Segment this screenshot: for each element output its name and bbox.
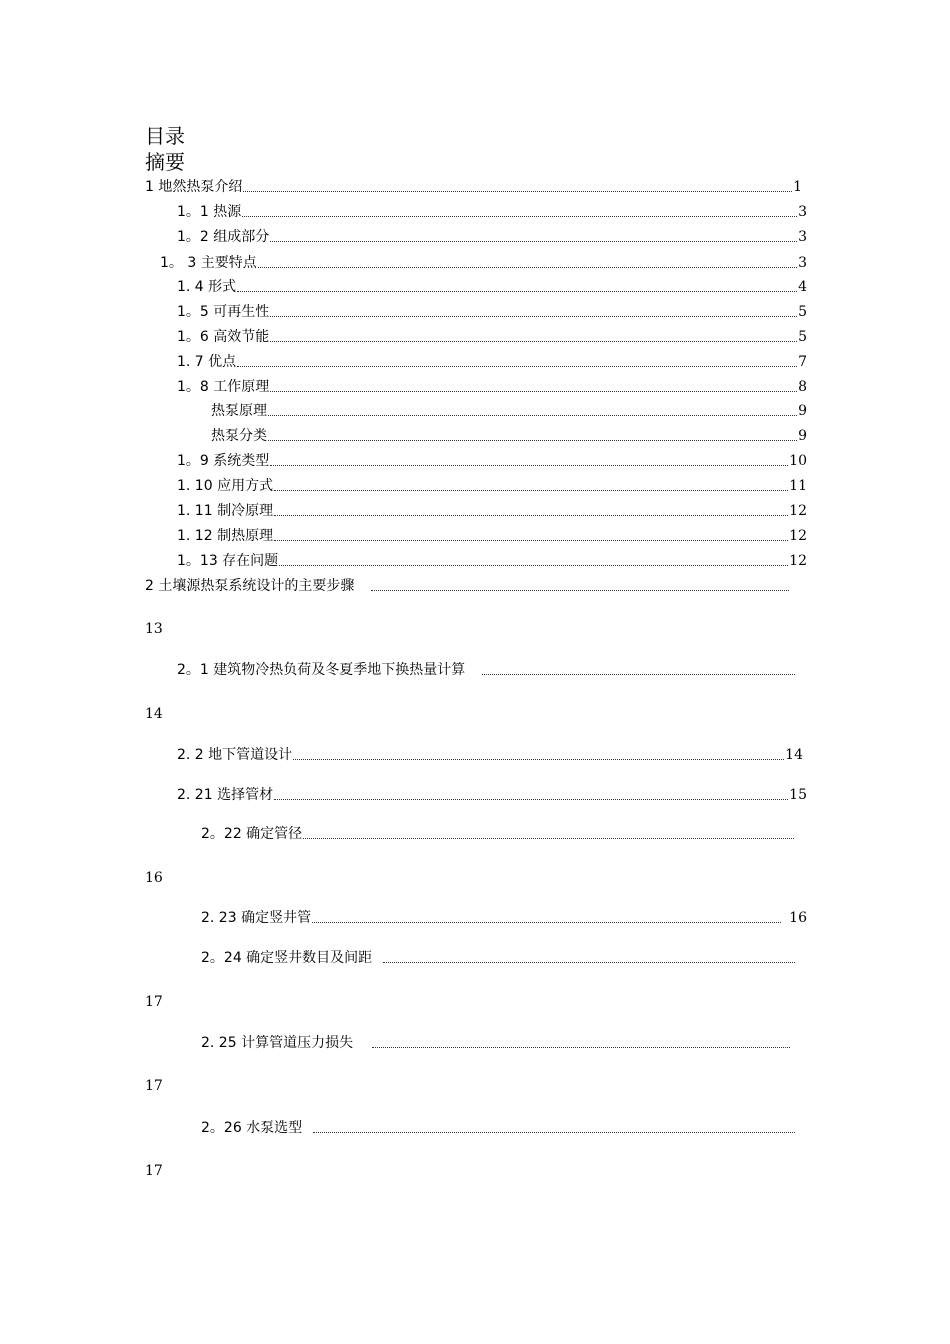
toc-entry[interactable] (201, 1117, 796, 1137)
dot-leader (372, 1046, 790, 1048)
toc-entry-label: 1. 10 应用方式 (177, 478, 274, 494)
toc-entry-page: 3 (798, 255, 807, 271)
toc-entry-label: 2。26 水泵选型 (201, 1120, 303, 1136)
dot-leader (312, 921, 781, 923)
toc-entry[interactable] (177, 525, 807, 545)
toc-entry-label: 1. 7 优点 (177, 354, 237, 370)
dot-leader (274, 514, 788, 516)
toc-entry[interactable] (201, 947, 796, 967)
dot-leader (270, 340, 797, 342)
toc-entry-label: 1。1 热源 (177, 204, 242, 220)
dot-leader (268, 414, 797, 416)
toc-entry-label: 2。22 确定管径 (201, 826, 303, 842)
toc-entry[interactable] (177, 301, 807, 321)
dot-leader (258, 266, 797, 268)
dot-leader (237, 290, 797, 292)
toc-entry-page: 3 (798, 204, 807, 220)
toc-entry-label: 2。1 建筑物冷热负荷及冬夏季地下换热量计算 (177, 662, 466, 678)
toc-entry[interactable] (177, 475, 807, 495)
toc-entry[interactable] (177, 226, 807, 246)
toc-entry[interactable] (177, 276, 807, 296)
toc-entry-label: 1. 11 制冷原理 (177, 503, 274, 519)
toc-entry-page: 9 (798, 428, 807, 444)
toc-entry-page: 16 (789, 910, 807, 926)
toc-entry[interactable] (177, 744, 803, 764)
toc-entry-label: 2. 2 地下管道设计 (177, 747, 293, 763)
toc-entry[interactable] (177, 659, 796, 679)
toc-entry-page: 13 (145, 621, 163, 637)
toc-entry-page: 16 (145, 870, 163, 886)
toc-entry[interactable] (177, 784, 807, 804)
toc-entry[interactable] (201, 1032, 791, 1052)
toc-entry-label: 1。6 高效节能 (177, 329, 270, 345)
toc-entry[interactable] (177, 500, 807, 520)
toc-entry[interactable] (177, 450, 807, 470)
dot-leader (270, 390, 797, 392)
toc-entry[interactable] (201, 823, 795, 843)
dot-leader (243, 190, 792, 192)
toc-entry-label: 1。5 可再生性 (177, 304, 270, 320)
dot-leader (371, 589, 789, 591)
toc-entry[interactable] (177, 376, 807, 396)
dot-leader (279, 564, 788, 566)
toc-entry-page: 12 (789, 503, 807, 519)
dot-leader (313, 1131, 795, 1133)
toc-entry-label: 1。8 工作原理 (177, 379, 270, 395)
toc-entry[interactable] (177, 326, 807, 346)
toc-entry-page: 17 (145, 994, 163, 1010)
toc-entry[interactable] (201, 907, 807, 927)
toc-entry-page: 5 (798, 329, 807, 345)
toc-entry-page: 14 (785, 747, 803, 763)
toc-entry-page: 9 (798, 403, 807, 419)
toc-entry-page: 12 (789, 528, 807, 544)
toc-entry-page: 11 (789, 478, 807, 494)
toc-title: 目录 (145, 124, 185, 148)
toc-entry-page: 3 (798, 229, 807, 245)
dot-leader (383, 961, 795, 963)
toc-entry[interactable] (145, 575, 790, 595)
toc-entry-label: 2. 25 计算管道压力损失 (201, 1035, 354, 1051)
toc-entry[interactable] (177, 550, 807, 570)
toc-entry-label: 2。24 确定竖井数目及间距 (201, 950, 373, 966)
toc-entry-page: 4 (798, 279, 807, 295)
toc-entry[interactable] (211, 425, 807, 445)
toc-entry[interactable] (160, 252, 807, 272)
toc-entry-page: 1 (793, 179, 802, 195)
toc-entry-label: 热泵分类 (211, 428, 267, 444)
toc-entry-label: 1。13 存在问题 (177, 553, 279, 569)
toc-entry[interactable] (177, 351, 807, 371)
dot-leader (270, 464, 788, 466)
toc-entry[interactable] (177, 201, 807, 221)
toc-entry-page: 7 (798, 354, 807, 370)
toc-entry-label: 热泵原理 (211, 403, 267, 419)
toc-entry-page: 10 (789, 453, 807, 469)
toc-entry-label: 2. 23 确定竖井管 (201, 910, 312, 926)
dot-leader (293, 758, 784, 760)
toc-entry-label: 1. 4 形式 (177, 279, 237, 295)
toc-entry-label: 1。 3 主要特点 (160, 255, 257, 271)
dot-leader (270, 315, 797, 317)
dot-leader (274, 539, 788, 541)
dot-leader (270, 240, 797, 242)
dot-leader (274, 489, 788, 491)
dot-leader (274, 798, 788, 800)
dot-leader (237, 365, 797, 367)
toc-entry-label: 1。2 组成部分 (177, 229, 270, 245)
dot-leader (268, 439, 797, 441)
dot-leader (242, 215, 797, 217)
toc-entry-label: 1。9 系统类型 (177, 453, 270, 469)
dot-leader (482, 673, 795, 675)
toc-entry-page: 17 (145, 1163, 163, 1179)
toc-entry-label: 1 地然热泵介绍 (145, 179, 243, 195)
toc-entry-page: 15 (789, 787, 807, 803)
dot-leader (303, 837, 794, 839)
abstract-heading: 摘要 (145, 150, 185, 174)
toc-entry-label: 2 土壤源热泵系统设计的主要步骤 (145, 578, 355, 594)
toc-entry[interactable] (211, 400, 807, 420)
toc-entry-page: 5 (798, 304, 807, 320)
toc-entry-page: 17 (145, 1078, 163, 1094)
toc-entry-label: 2. 21 选择管材 (177, 787, 274, 803)
toc-entry-page: 14 (145, 706, 163, 722)
toc-entry-page: 8 (798, 379, 807, 395)
toc-entry-label: 1. 12 制热原理 (177, 528, 274, 544)
toc-entry[interactable] (145, 176, 802, 196)
toc-entry-page: 12 (789, 553, 807, 569)
